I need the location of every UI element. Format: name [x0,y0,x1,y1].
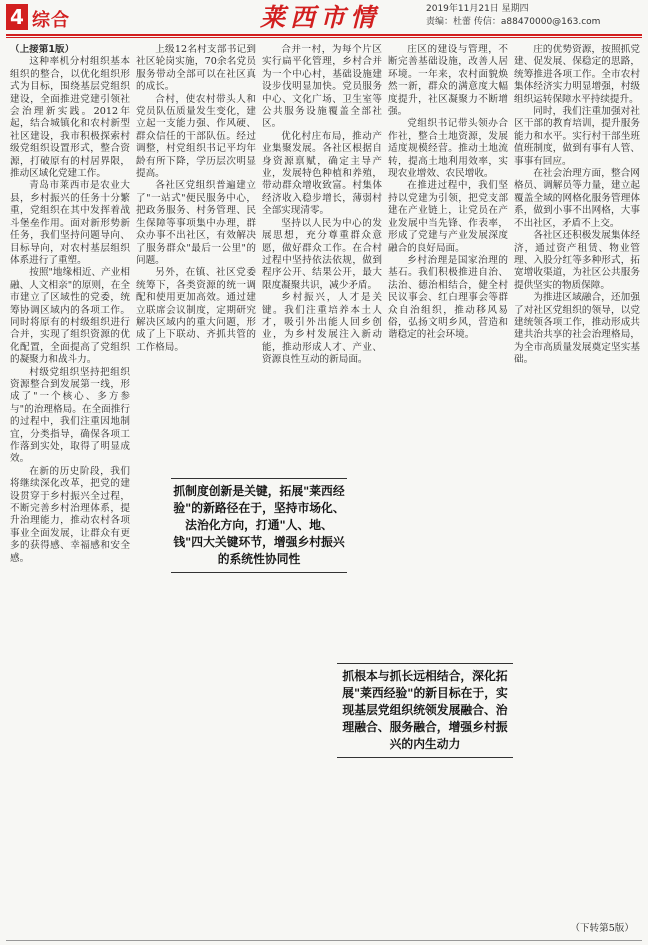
paragraph: 为推进区域融合，还加强了对社区党组织的领导，以党建统领各项工作，推动形成共建共治共享的社会治理格局，为全市高质量发展奠定坚实基础。 [514,292,640,366]
headline-rule [171,478,347,479]
article-column-4 [388,44,508,934]
paragraph: 党组织书记带头领办合作社，整合土地资源，发展适度规模经营。推动土地流转，提高土地利用效率，实现农业增效、农民增收。 [388,118,508,180]
paragraph: 各社区还积极发展集体经济，通过资产租赁、物业管理、入股分红等多种形式，拓宽增收渠道，为社区公共服务提供坚实的物质保障。 [514,230,640,291]
issue-meta [426,3,636,29]
paragraph: 各社区党组织普遍建立了"一站式"便民服务中心，把政务服务、村务管理、民生保障等事项集中办理，群众办事不出社区，有效解决了服务群众"最后一公里"的问题。 [136,180,256,266]
issue-date: 2019年11月21日 星期四 [426,4,529,14]
page-number: 4 [6,4,28,30]
paragraph: 青岛市莱西市是农业大县，乡村振兴的任务十分繁重，党组织在其中发挥着战斗堡垒作用。面对新形势新任务，我们坚持问题导向、目标导向，对农村基层组织体系进行了重塑。 [10,180,130,266]
paragraph: 庄区的建设与管理，不断完善基础设施，改善人居环境。一年来，农村面貌焕然一新，群众的满意度大幅度提升，社区凝聚力不断增强。 [388,44,508,118]
paragraph: 合并一村，为每个片区实行扁平化管理，乡村合并为一个中心村，基础设施建设步伐明显加快。党员服务中心、文化广场、卫生室等公共服务设施覆盖全部社区。 [262,44,382,130]
paragraph: 在新的历史阶段，我们将继续深化改革，把党的建设贯穿于乡村振兴全过程，不断完善乡村治理体系，提升治理能力，推动农村各项事业全面发展，让群众有更多的获得感、幸福感和安全感。 [10,465,130,564]
subheadline-text: 抓制度创新是关键，拓展"莱西经验"的新路径在于，坚持市场化、法治化方向，打通"人、地、钱"四大关键环节，增强乡村振兴的系统性协同性 [173,484,345,566]
article-column-1 [10,44,130,934]
footer-rule [6,940,642,941]
paragraph: 优化村庄布局，推动产业集聚发展。各社区根据自身资源禀赋，确定主导产业，发展特色种植和养殖，带动群众增收致富。村集体经济收入稳步增长，薄弱村全部实现清零。 [262,130,382,217]
subheadline-2 [337,655,513,766]
headline-rule [337,757,513,758]
header-rule [6,34,642,36]
paragraph: 庄的优势资源，按照抓党建、促发展、保稳定的思路，统筹推进各项工作。全市农村集体经济实力明显增强，村级组织运转保障水平持续提升。 [514,44,640,105]
paragraph: 在社会治理方面，整合网格员、调解员等力量，建立起覆盖全域的网格化服务管理体系，做到小事不出网格，大事不出社区，矛盾不上交。 [514,168,640,229]
subheadline-text: 抓根本与抓长远相结合，深化拓展"莱西经验"的新目标在于，实现基层党组织统领发展融合、治理融合、服务融合，增强乡村振兴的内生动力 [342,669,508,751]
header-rule-thin [6,37,642,38]
editor-contact: 责编：杜蕾 传信：a88470000@163.com [426,17,601,27]
continued-note: （下转第5版） [570,923,634,934]
paragraph: 乡村治理是国家治理的基石。我们积极推进自治、法治、德治相结合，健全村民议事会、红白理事会等群众自治组织，推动移风易俗，弘扬文明乡风，营造和谐稳定的社会环境。 [388,254,508,341]
paragraph: 同时，我们注重加强对社区干部的教育培训，提升服务能力和水平。实行村干部坐班值班制度，做到有事有人管、事事有回应。 [514,106,640,167]
paragraph: 合村，使农村带头人和党员队伍质量发生变化，建立起一支能力强、作风硬、群众信任的干部队伍。经过调整，村党组织书记平均年龄有所下降，学历层次明显提高。 [136,93,256,180]
headline-rule [337,663,513,664]
paragraph: 在推进过程中，我们坚持以党建为引领，把党支部建在产业链上，让党员在产业发展中当先锋、作表率，形成了党建与产业发展深度融合的良好局面。 [388,180,508,254]
paragraph: 这种率机分村组织基本组织的整合，以优化组织形式为目标，围绕基层党组织建设，全面推进党建引领社会治理新实践。2012年起，结合城镇化和农村新型社区建设，我市积极探索村级党组织设置形式，整合资源，打破原有的村居界限，推动区域化党建工作。 [10,56,130,180]
paragraph: 上级12名村支部书记到社区轮岗实施，70余名党员服务带动全部可以在社区真的成长。 [136,44,256,93]
subheadline-1 [171,470,347,581]
continued-from-tag: （上接第1版） [10,44,75,55]
section-title: 综合 [32,10,70,31]
headline-rule [171,572,347,573]
paragraph: 另外，在镇、社区党委统筹下，各类资源的统一调配和使用更加高效。通过建立联席会议制度，定期研究解决区域内的重大问题，形成了上下联动、齐抓共管的工作格局。 [136,267,256,353]
paragraph: 坚持以人民为中心的发展思想，充分尊重群众意愿，做好群众工作。在合村过程中坚持依法依规，做到程序公开、结果公开，最大限度凝聚共识，减少矛盾。 [262,217,382,291]
paragraph: 按照"地缘相近、产业相融、人文相亲"的原则，在全市建立了区域性的党委，统筹协调区域内的各项工作。同时将原有的村级组织进行合并，实现了组织资源的优化配置，全面提高了党组织的凝聚力和战斗力。 [10,267,130,366]
newspaper-logo: 莱西市情 [259,3,380,32]
article-column-5 [514,44,640,934]
masthead [0,0,648,36]
paragraph: 村级党组织坚持把组织资源整合到发展第一线，形成了"一个核心、多方参与"的治理格局。在全面推行的过程中，我们注重因地制宜，分类指导，确保各项工作落到实处，取得了明显成效。 [10,366,130,465]
paragraph: 乡村振兴，人才是关键。我们注重培养本土人才，吸引外出能人回乡创业，为乡村发展注入新动能，推动形成人才、产业、资源良性互动的新局面。 [262,292,382,366]
